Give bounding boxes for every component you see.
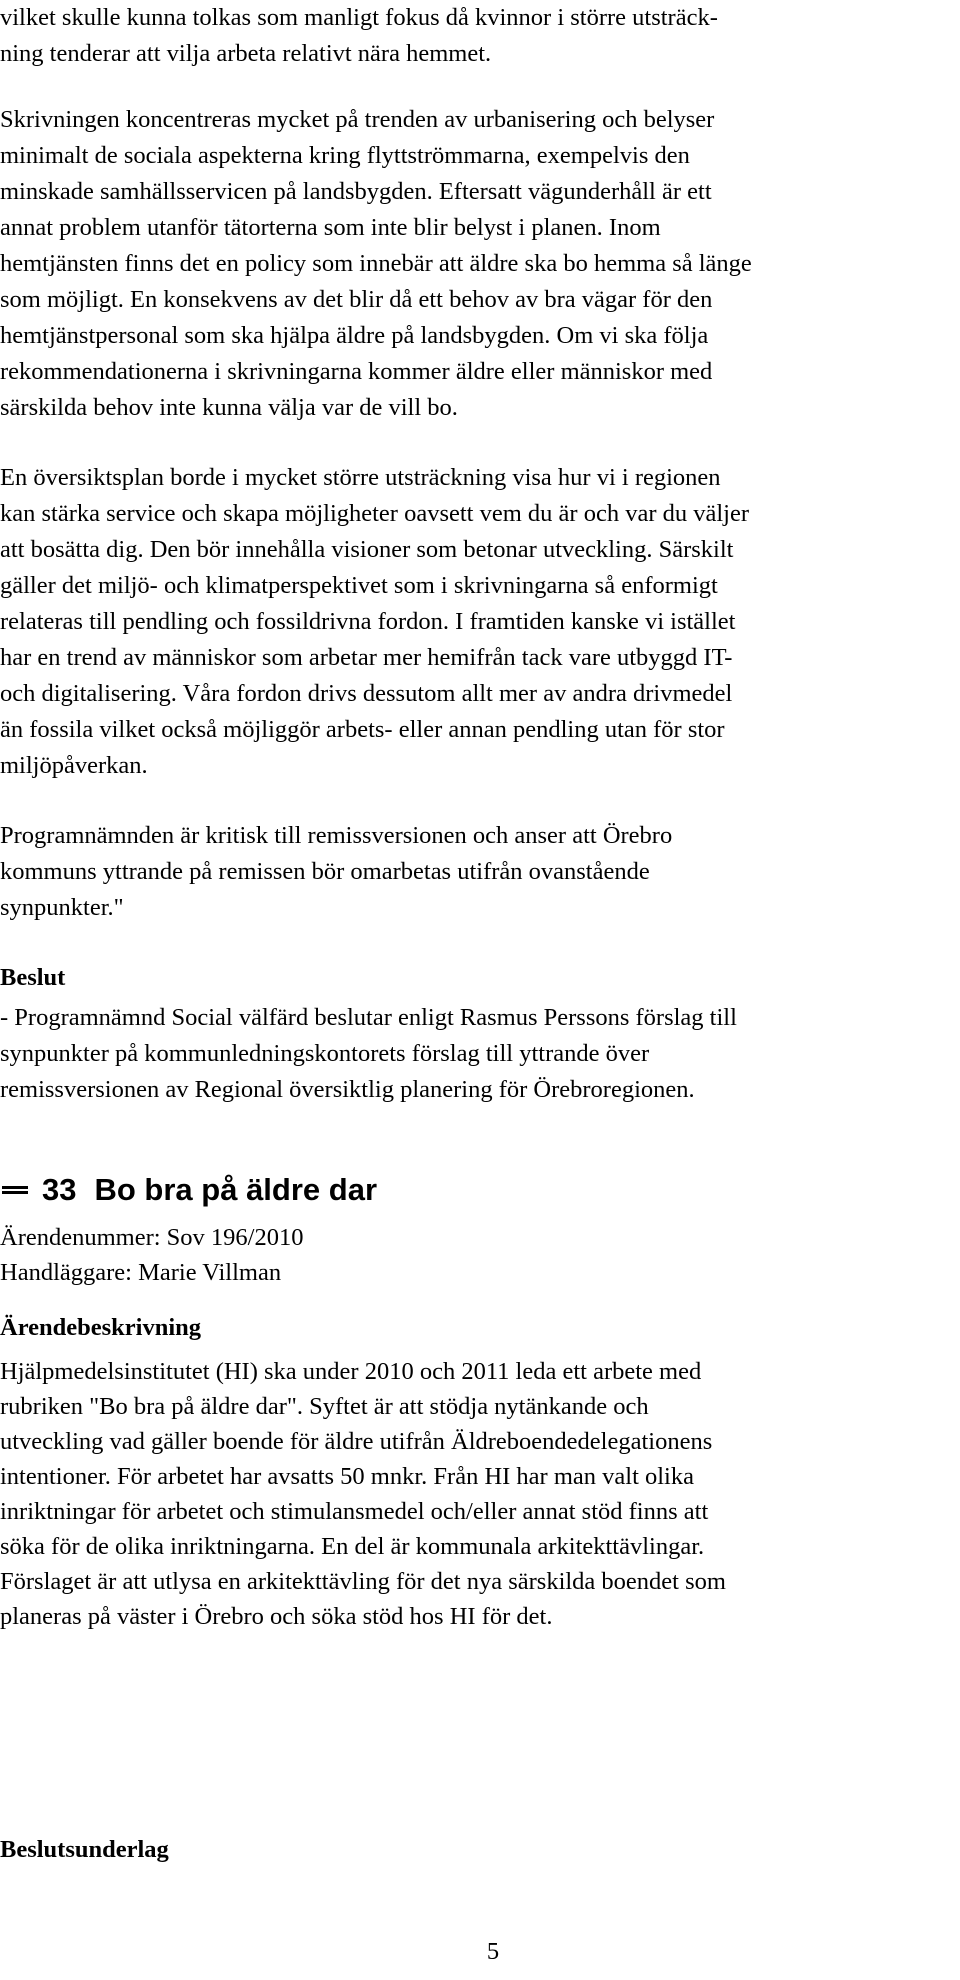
text-line: Programnämnden är kritisk till remissversionen och anser att Örebro xyxy=(0,822,673,849)
text-line: Förslaget är att utlysa en arkitekttävling för det nya särskilda boendet som xyxy=(0,1568,726,1595)
text-line: intentioner. För arbetet har avsatts 50 mnkr. Från HI har man valt olika xyxy=(0,1463,694,1490)
section-marker-icon xyxy=(2,1186,28,1194)
arendebeskrivning-text xyxy=(0,1354,950,1634)
section-heading xyxy=(0,1165,377,1215)
text-line: minimalt de sociala aspekterna kring flyttströmmarna, exempelvis den xyxy=(0,142,690,169)
text-line: Hjälpmedelsinstitutet (HI) ska under 2010 och 2011 leda ett arbete med xyxy=(0,1358,702,1385)
text-line: vilket skulle kunna tolkas som manligt fokus då kvinnor i större utsträck- xyxy=(0,4,718,31)
text-line: gäller det miljö- och klimatperspektivet som i skrivningarna så enformigt xyxy=(0,572,718,599)
text-line: rubriken "Bo bra på äldre dar". Syftet är att stödja nytänkande och xyxy=(0,1393,649,1420)
arendenummer: Ärendenummer: Sov 196/2010 xyxy=(0,1224,304,1251)
text-line: annat problem utanför tätorterna som inte blir belyst i planen. Inom xyxy=(0,214,661,241)
arende-meta xyxy=(0,1220,950,1290)
arendebeskrivning-heading: Ärendebeskrivning xyxy=(0,1314,202,1341)
text-line: minskade samhällsservicen på landsbygden. Eftersatt vägunderhåll är ett xyxy=(0,178,712,205)
text-line: som möjligt. En konsekvens av det blir då ett behov av bra vägar för den xyxy=(0,286,713,313)
page-number-footer xyxy=(0,1936,960,1968)
text-line: att bosätta dig. Den bör innehålla visioner som betonar utveckling. Särskilt xyxy=(0,536,734,563)
text-line: En översiktsplan borde i mycket större utsträckning visa hur vi i regionen xyxy=(0,464,721,491)
page-number: 5 xyxy=(486,1938,500,1965)
text-line: synpunkter." xyxy=(0,894,124,921)
text-line: kommuns yttrande på remissen bör omarbetas utifrån ovanstående xyxy=(0,858,650,885)
text-line: relateras till pendling och fossildrivna fordon. I framtiden kanske vi istället xyxy=(0,608,736,635)
paragraph-oversiktsplan xyxy=(0,460,950,784)
paragraph-urbanisering xyxy=(0,102,950,426)
section-title: Bo bra på äldre dar xyxy=(94,1172,378,1207)
paragraph-programnamnden xyxy=(0,818,950,926)
text-line: hemtjänsten finns det en policy som innebär att äldre ska bo hemma så länge xyxy=(0,250,752,277)
text-line: kan stärka service och skapa möjligheter oavsett vem du är och var du väljer xyxy=(0,500,750,527)
text-line: inriktningar för arbetet och stimulansmedel och/eller annat stöd finns att xyxy=(0,1498,709,1525)
text-line: miljöpåverkan. xyxy=(0,752,148,779)
beslut-heading: Beslut xyxy=(0,964,66,991)
handlaggare: Handläggare: Marie Villman xyxy=(0,1259,282,1286)
paragraph-intro xyxy=(0,0,950,72)
text-line: hemtjänstpersonal som ska hjälpa äldre på landsbygden. Om vi ska följa xyxy=(0,322,709,349)
beslutsunderlag-heading: Beslutsunderlag xyxy=(0,1836,169,1863)
text-line: - Programnämnd Social välfärd beslutar enligt Rasmus Perssons förslag till xyxy=(0,1004,737,1031)
text-line: söka för de olika inriktningarna. En del är kommunala arkitekttävlingar. xyxy=(0,1533,705,1560)
section-number: 33 xyxy=(42,1172,77,1207)
text-line: särskilda behov inte kunna välja var de vill bo. xyxy=(0,394,458,421)
text-line: rekommendationerna i skrivningarna kommer äldre eller människor med xyxy=(0,358,713,385)
text-line: synpunkter på kommunledningskontorets förslag till yttrande över xyxy=(0,1040,650,1067)
text-line: utveckling vad gäller boende för äldre utifrån Äldreboendedelegationens xyxy=(0,1428,713,1455)
text-line: remissversionen av Regional översiktlig planering för Örebroregionen. xyxy=(0,1076,695,1103)
text-line: och digitalisering. Våra fordon drivs dessutom allt mer av andra drivmedel xyxy=(0,680,733,707)
beslut-text xyxy=(0,1000,950,1108)
text-line: planeras på väster i Örebro och söka stöd hos HI för det. xyxy=(0,1603,553,1630)
text-line: har en trend av människor som arbetar mer hemifrån tack vare utbyggd IT- xyxy=(0,644,733,671)
text-line: Skrivningen koncentreras mycket på trenden av urbanisering och belyser xyxy=(0,106,715,133)
text-line: än fossila vilket också möjliggör arbets- eller annan pendling utan för stor xyxy=(0,716,725,743)
text-line: ning tenderar att vilja arbeta relativt nära hemmet. xyxy=(0,40,492,67)
